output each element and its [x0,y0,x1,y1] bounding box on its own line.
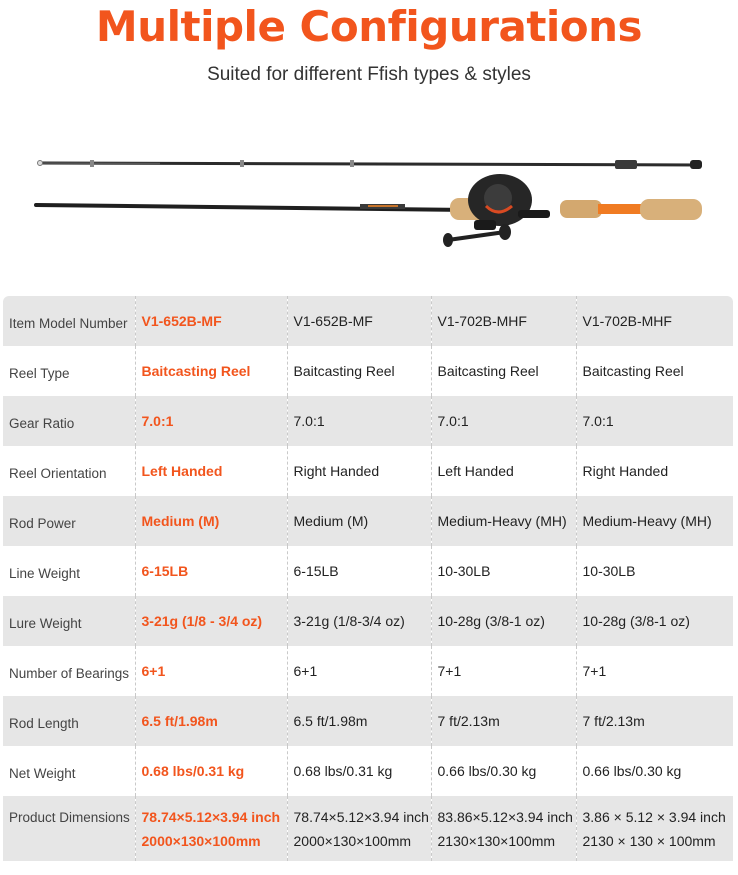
table-row [3,496,733,546]
page-title: Multiple Configurations [95,2,643,51]
table-cell: 6-15LB [287,546,431,596]
table-cell: 10-30LB [431,546,576,596]
row-label: Number of Bearings [3,646,135,696]
dimension-mm: 2130 × 130 × 100mm [582,832,716,849]
table-cell: Baitcasting Reel [431,346,576,396]
table-cell: 7.0:1 [576,396,733,446]
table-row [3,396,733,446]
table-cell: Left Handed [431,446,576,496]
table-row [3,796,733,861]
table-cell: Baitcasting Reel [576,346,733,396]
table-cell: V1-652B-MF [287,296,431,346]
table-row [3,546,733,596]
highlighted-cell: 3-21g (1/8 - 3/4 oz) [135,596,287,646]
row-label: Lure Weight [3,596,135,646]
table-cell: 6+1 [287,646,431,696]
fishing-rod-and-reel-icon [0,140,738,260]
table-cell: 0.68 lbs/0.31 kg [287,746,431,796]
table-cell [431,796,576,861]
table-cell: 7.0:1 [431,396,576,446]
row-label: Item Model Number [3,296,135,346]
table-cell: 10-28g (3/8-1 oz) [431,596,576,646]
table-cell: V1-702B-MHF [431,296,576,346]
table-cell: 0.66 lbs/0.30 kg [576,746,733,796]
row-label: Rod Power [3,496,135,546]
dimension-mm: 2000×130×100mm [293,832,412,849]
table-cell [287,796,431,861]
dimension-inch: 78.74×5.12×3.94 inch [293,808,429,825]
table-row [3,296,733,346]
page-subtitle: Suited for different Ffish types & styles [207,64,531,85]
table-row [3,346,733,396]
table-cell: 10-28g (3/8-1 oz) [576,596,733,646]
dimension-mm: 2130×130×100mm [437,832,556,849]
specifications-table [3,296,733,861]
row-label: Gear Ratio [3,396,135,446]
table-cell [576,796,733,861]
highlighted-cell: Baitcasting Reel [135,346,287,396]
dimension-inch: 83.86×5.12×3.94 inch [437,808,573,825]
dimension-inch: 3.86 × 5.12 × 3.94 inch [582,808,726,825]
table-cell: 3-21g (1/8-3/4 oz) [287,596,431,646]
table-cell: 7+1 [431,646,576,696]
row-label: Line Weight [3,546,135,596]
table-cell: Right Handed [576,446,733,496]
table-cell: 10-30LB [576,546,733,596]
table-cell: 0.66 lbs/0.30 kg [431,746,576,796]
highlighted-cell: 7.0:1 [135,396,287,446]
row-label: Net Weight [3,746,135,796]
table-cell: Medium-Heavy (MH) [576,496,733,546]
table-cell: V1-702B-MHF [576,296,733,346]
table-row [3,446,733,496]
table-cell: 7 ft/2.13m [431,696,576,746]
table-cell: 6.5 ft/1.98m [287,696,431,746]
table-row [3,596,733,646]
highlighted-cell: 6+1 [135,646,287,696]
highlighted-cell: Left Handed [135,446,287,496]
highlighted-cell: 6-15LB [135,546,287,596]
dimension-mm: 2000×130×100mm [141,832,261,849]
highlighted-cell: 0.68 lbs/0.31 kg [135,746,287,796]
table-cell: 7+1 [576,646,733,696]
table-cell: Right Handed [287,446,431,496]
table-cell: Baitcasting Reel [287,346,431,396]
row-label: Reel Orientation [3,446,135,496]
table-cell: 7.0:1 [287,396,431,446]
row-label: Reel Type [3,346,135,396]
row-label: Rod Length [3,696,135,746]
table-row [3,746,733,796]
highlighted-cell: V1-652B-MF [135,296,287,346]
highlighted-cell: 6.5 ft/1.98m [135,696,287,746]
specifications-table-body [3,296,733,861]
highlighted-cell [135,796,287,861]
table-cell: Medium (M) [287,496,431,546]
highlighted-cell: Medium (M) [135,496,287,546]
dimension-inch: 78.74×5.12×3.94 inch [141,808,281,825]
table-row [3,696,733,746]
table-cell: 7 ft/2.13m [576,696,733,746]
table-row [3,646,733,696]
row-label: Product Dimensions [3,796,135,861]
table-cell: Medium-Heavy (MH) [431,496,576,546]
